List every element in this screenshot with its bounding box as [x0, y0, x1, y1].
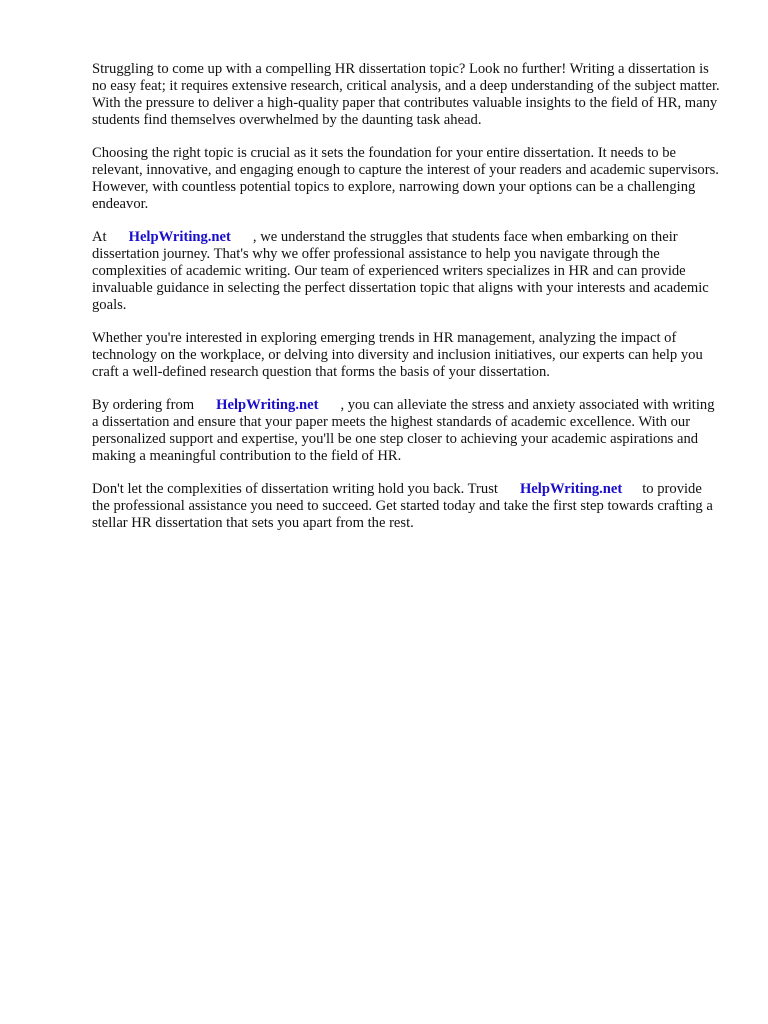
paragraph-ordering-lead: By ordering from — [92, 397, 195, 413]
paragraph-closing-rest: to provide the professional assistance you need to succeed. Get started today and take the first step towards crafting a stellar HR dissertation that sets you apart from the rest. — [92, 481, 713, 531]
helpwriting-link-3[interactable]: HelpWriting.net — [519, 481, 623, 497]
helpwriting-link-1[interactable]: HelpWriting.net — [128, 229, 231, 245]
paragraph-topic: Choosing the right topic is crucial as it sets the foundation for your entire dissertation. It needs to be relevant, innovative, and engaging enough to capture the interest of your readers and academic supervisors. However, with countless potential topics to explore, narrowing down your options can be a challenging endeavor. — [92, 145, 719, 212]
paragraph-intro: Struggling to come up with a compelling HR dissertation topic? Look no further! Writing a dissertation is no easy feat; it requires extensive research, critical analysis, and a deep understanding of the subject matter. With the pressure to deliver a high-quality paper that contributes valuable insights to the field of HR, many students find themselves overwhelmed by the daunting task ahead. — [92, 61, 720, 128]
helpwriting-link-2[interactable]: HelpWriting.net — [216, 397, 319, 413]
paragraph-interests: Whether you're interested in exploring emerging trends in HR management, analyzing the impact of technology on the workplace, or delving into diversity and inclusion initiatives, our experts can help you craft a well-defined research question that forms the basis of your dissertation. — [92, 330, 703, 380]
paragraph-service — [92, 229, 720, 314]
paragraph-ordering-rest: , you can alleviate the stress and anxiety associated with writing a dissertation and ensure that your paper meets the highest standards of academic excellence. With our personalized support and expertise, you'll be one step closer to achieving your academic aspirations and making a meaningful contribution to the field of HR. — [92, 397, 715, 464]
paragraph-closing — [92, 481, 720, 532]
paragraph-service-rest: , we understand the struggles that students face when embarking on their dissertation journey. That's why we offer professional assistance to help you navigate through the complexities of academic writing. Our team of experienced writers specializes in HR and can provide invaluable guidance in selecting the perfect dissertation topic that aligns with your interests and academic goals. — [92, 229, 709, 313]
paragraph-ordering — [92, 397, 720, 465]
paragraph-closing-lead: Don't let the complexities of dissertation writing hold you back. Trust — [92, 481, 498, 497]
paragraph-service-lead: At — [92, 229, 107, 245]
document-body — [92, 61, 720, 548]
